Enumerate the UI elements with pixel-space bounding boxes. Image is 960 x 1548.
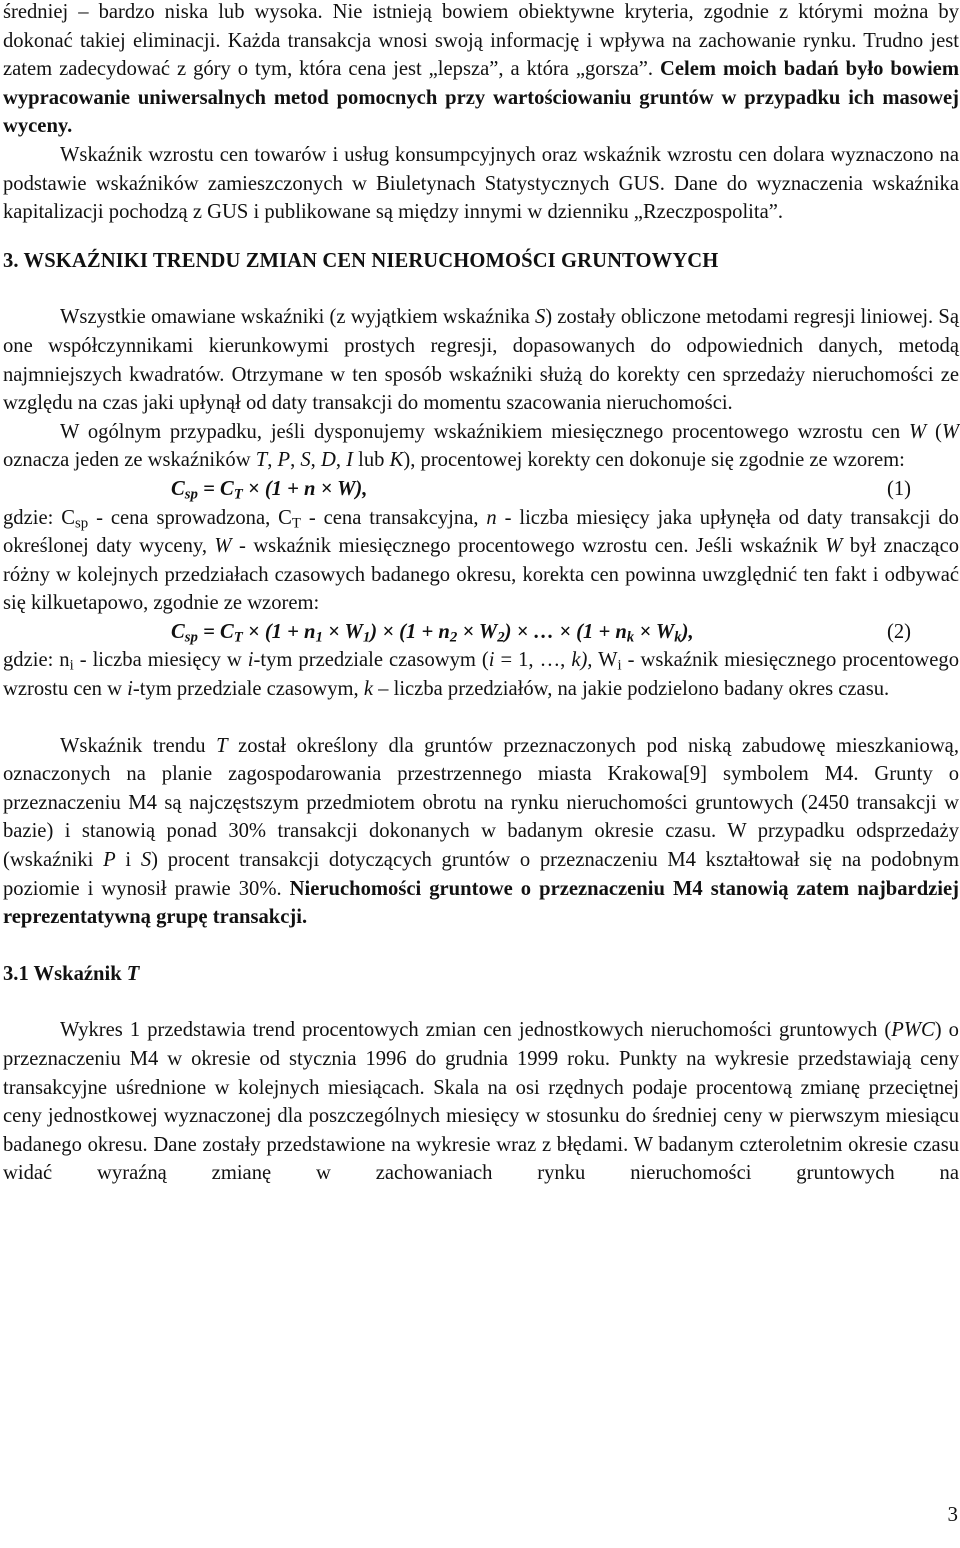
text-run: ), procentowej korekty cen dokonuje się zgodnie ze wzorem: (403, 449, 905, 472)
research-goal-bold: Celem moich badań było bowiem wypracowanie uniwersalnych metod pomocnych przy wartościowaniu gruntów w przypadku ich masowej wyceny. (3, 58, 959, 138)
variable-s: S (534, 306, 546, 329)
eq-symbol: C (171, 477, 185, 500)
eq-symbol: = C (197, 477, 234, 500)
text-run: ( (926, 420, 942, 443)
variable-p: P (103, 849, 116, 872)
text-run: gdzie: C (3, 506, 75, 529)
section-heading-3-1 (3, 960, 959, 989)
variable-d: D (320, 449, 336, 472)
text-run: i (115, 849, 141, 872)
page-number: 3 (947, 1502, 958, 1526)
text-run: , (267, 449, 278, 472)
eq-symbol: = C (197, 620, 234, 643)
eq-symbol: C (171, 620, 185, 643)
eq-subscript: k (626, 629, 635, 646)
heading-text: 3.1 Wskaźnik (3, 962, 127, 985)
variable-i: i (127, 678, 133, 701)
equation-1-number: (1) (886, 477, 911, 500)
eq-subscript: 1 (315, 629, 323, 646)
variable-p: P (277, 449, 291, 472)
paragraph-chart-description (3, 1016, 959, 1188)
paragraph-regression (3, 303, 959, 417)
variable-pwc: PWC (891, 1019, 935, 1042)
text-run: -tym przedziale czasowym, (132, 678, 364, 701)
eq-symbol: × W (634, 620, 675, 643)
paragraph-intro-continuation (3, 0, 959, 141)
text-run: W (592, 649, 618, 672)
variable-k: K (389, 449, 404, 472)
paragraph-gus-sources: Wskaźnik wzrostu cen towarów i usług konsumpcyjnych oraz wskaźnik wzrostu cen dolara wyznaczono na podstawie wskaźników zamieszczonych w Biuletynach Statystycznych GUS. Dane do wyznaczenia wskaźnika kapitalizacji pochodzą z GUS i publikowane są między innymi w dzienniku „Rzeczpospolita”. (3, 143, 959, 224)
variable-w: W (941, 420, 960, 443)
variable-s: S (300, 449, 311, 472)
text-run: ) o przeznaczeniu M4 w okresie od stycznia 1996 do grudnia 1999 roku. Punkty na wykresie przedstawiają ceny transakcyjne uśrednione w kolejnych miesiącach. Skala na osi rzędnych podaje procentową zmianę przeciętnej ceny jednostkowej wyznaczonej dla poszczególnych miesięcy w stosunku do średniej ceny w pierwszym miesiącu badanego okresu. Dane zostały przedstawione na wykresie wraz z błędami. W badanym czteroletnim okresie czasu widać wyraźną zmianę w zachowaniach rynku nieruchomości gruntowych na (3, 1019, 959, 1185)
eq-subscript: 1 (362, 629, 371, 646)
conclusion-bold: Nieruchomości gruntowe o przeznaczeniu M4 stanowią zatem najbardziej reprezentatywną grupę transakcji. (3, 877, 960, 929)
text-run: – liczba przedziałów, na jakie podzielono badany okres czasu. (373, 678, 890, 701)
eq-symbol: × W (322, 620, 363, 643)
text-run: - liczba miesięcy jaka upłynęła od daty transakcji do określonej daty wyceny, (3, 506, 959, 558)
text-run: , (310, 449, 321, 472)
text-run: oznacza jeden ze wskaźników (3, 449, 256, 472)
variable-k: k), (571, 649, 593, 672)
variable-t: T (255, 449, 268, 472)
paragraph-where-2 (3, 646, 959, 703)
equation-1-expression (171, 475, 367, 504)
text-run: W ogólnym przypadku, jeśli dysponujemy wskaźnikiem miesięcznego procentowego wzrostu cen (60, 420, 910, 443)
text-run: był znacząco różny w kolejnych przedziałach czasowych badanego okresu, korekta cen powinna uwzględnić ten fakt i odbywać się kilkuetapowo, zgodnie ze wzorem: (3, 535, 960, 615)
equation-2-number: (2) (886, 620, 911, 643)
eq-symbol: × (1 + n × W), (242, 477, 368, 500)
eq-subscript: 2 (497, 629, 505, 646)
eq-subscript: T (233, 486, 243, 503)
text-run: gdzie: n (3, 649, 70, 672)
eq-subscript: k (674, 629, 682, 646)
text-run: ) procent transakcji dotyczących gruntów o przeznaczeniu M4 kształtował się na podobnym poziomie i wynosił prawie 30%. (3, 849, 959, 900)
variable-n: n (486, 506, 497, 529)
paragraph-text: średniej – bardzo niska lub wysoka. Nie istnieją bowiem obiektywne kryteria, zgodnie z którymi można by dokonać takiej eliminacji. Każda transakcja wnosi swoją informację i wpływa na zachowanie rynku. Trudno jest zatem zadecydować z góry o tym, która cena jest „lepsza”, a która „gorsza”. (3, 1, 959, 81)
text-run: Wykres 1 przedstawia trend procentowych zmian cen jednostkowych nieruchomości gruntowych ( (60, 1019, 892, 1042)
eq-subscript: sp (184, 486, 198, 503)
section-heading-3: 3. WSKAŹNIKI TRENDU ZMIAN CEN NIERUCHOMOŚCI GRUNTOWYCH (3, 249, 719, 272)
text-run: Wskaźnik trendu (60, 734, 217, 757)
eq-symbol: ), (681, 620, 694, 643)
variable-k: k (363, 678, 373, 701)
subscript: sp (74, 515, 89, 532)
eq-subscript: sp (184, 629, 198, 646)
subscript: i (69, 658, 74, 675)
document-page (3, 0, 959, 1188)
text-run: - cena sprowadzona, C (88, 506, 292, 529)
text-run: - wskaźnik miesięcznego procentowego wzrostu cen w (3, 649, 959, 701)
text-run: , (335, 449, 347, 472)
variable-i: i (247, 649, 254, 672)
equation-2-expression (171, 618, 694, 647)
text-run: został określony dla gruntów przeznaczonych pod niską zabudowę mieszkaniową, oznaczonych na planie zagospodarowania przestrzennego miasta Krakowa[9] symbolem M4. Grunty o przeznaczeniu M4 są najczęstszym przedmiotem obrotu na rynku nieruchomości gruntowych (2450 transakcji w bazie) i stanowią ponad 30% transakcji dokonanych w badanym okresie czasu. W przypadku odsprzedaży (wskaźniki (3, 734, 959, 872)
paragraph-general-case (3, 418, 959, 475)
text-run: lub (353, 449, 390, 472)
eq-symbol: × W (457, 620, 498, 643)
text-run: , (290, 449, 301, 472)
spacer (3, 704, 959, 732)
subscript: T (291, 515, 301, 532)
variable-t: T (216, 734, 228, 757)
subscript: i (617, 658, 622, 675)
eq-symbol: ) × … × (1 + n (504, 620, 627, 643)
text-run: - liczba miesięcy w (73, 649, 248, 672)
text-run: Wszystkie omawiane wskaźniki (z wyjątkiem wskaźnika (60, 306, 535, 329)
variable-i: i (488, 649, 495, 672)
equation-2 (3, 618, 959, 647)
eq-subscript: T (233, 629, 243, 646)
variable-t: T (126, 962, 140, 985)
variable-s: S (140, 849, 152, 872)
variable-i: I (346, 449, 353, 472)
eq-symbol: × (1 + n (242, 620, 316, 643)
text-run: -tym przedziale czasowym ( (253, 649, 489, 672)
equation-1 (3, 475, 959, 504)
paragraph-where-1 (3, 504, 959, 618)
paragraph-trend-m4 (3, 732, 959, 932)
eq-subscript: 2 (449, 629, 458, 646)
text-run: - cena transakcyjna, (300, 506, 487, 529)
variable-w: W (909, 420, 927, 443)
text-run: ) zostały obliczone metodami regresji liniowej. Są one współczynnikami kierunkowymi prostych regresji, dopasowanych do odpowiednich danych, metodą najmniejszych kwadratów. Otrzymane w ten sposób wskaźniki służą do korekty cen sprzedaży nieruchomości ze względu na czas jaki upłynął od daty transakcji do momentu szacowania nieruchomości. (3, 306, 959, 415)
variable-w: W (214, 535, 232, 558)
text-run: = 1, …, (494, 649, 572, 672)
eq-symbol: ) × (1 + n (370, 620, 450, 643)
variable-w: W (825, 535, 843, 558)
text-run: - wskaźnik miesięcznego procentowego wzrostu cen. Jeśli wskaźnik (231, 535, 826, 558)
